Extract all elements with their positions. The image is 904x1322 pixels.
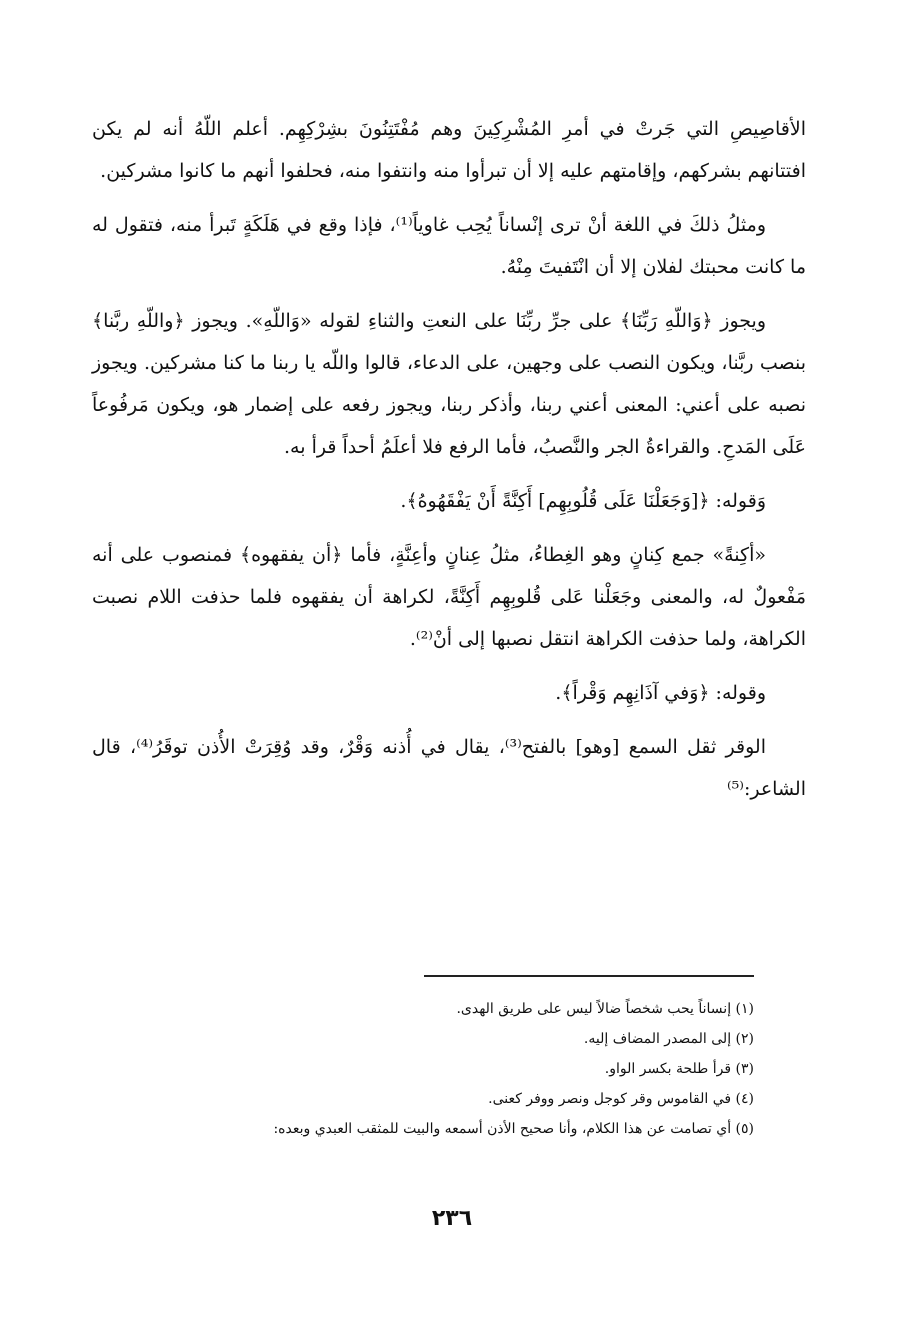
- footnote-3: (٣) قرأ طلحة بكسر الواو.: [604, 1061, 754, 1077]
- paragraph-6: وقوله: ﴿وَفي آذَانِهِم وَقْراً﴾.: [555, 682, 766, 704]
- paragraph-7: الوقر ثقل السمع [وهو] بالفتح⁽³⁾، يقال في أُذنه وَقْرٌ، وقد وُقِرَتْ الأُذن توقَرُ⁽⁴⁾، قال الشاعر:⁽⁵⁾: [92, 736, 806, 800]
- footnote-4: (٤) في القاموس وقر كوجل ونصر ووفر كعنى.: [488, 1091, 754, 1107]
- footnote-2: (٢) إلى المصدر المضاف إليه.: [583, 1031, 754, 1047]
- footnote-1: (١) إنساناً يحب شخصاً ضالاً ليس على طريق الهدى.: [456, 1001, 754, 1017]
- paragraph-1: الأقاصِيصِ التي جَرتْ في أمرِ المُشْرِكِينَ وهم مُفْتَتِنُونَ بشِرْكِهِم. أعلم اللّهُ أنه لم يكن افتتانهم بشركهم، وإقامتهم عليه إلا أن تبرأوا منه وانتفوا منه، فحلفوا أنهم ما كانوا مشركين.: [92, 118, 806, 182]
- paragraph-3: ويجوز ﴿وَاللّهِ رَبِّنَا﴾ على جرِّ ربِّنَا على النعتِ والثناءِ لقوله «وَاللّهِ». ويجوز ﴿واللّهِ ربَّنا﴾ بنصب ربَّنا، ويكون النصب على وجهين، على الدعاء، قالوا واللّه يا ربنا ما كنا مشركين. ويجوز نصبه على أعني: المعنى أعني ربنا، وأذكر ربنا، ويجوز رفعه على إضمار هو، ويكون مَرفُوعاً عَلَى المَدحِ. والقراءةُ الجر والنَّصبُ، فأما الرفع فلا أعلَمُ أحداً قرأ به.: [92, 310, 806, 458]
- footnotes: [92, 994, 754, 1144]
- footnote-divider: [424, 975, 754, 977]
- paragraph-5: «أكِنةً» جمع كِنانٍ وهو الغِطاءُ، مثلُ عِنانٍ وأعِنَّةٍ، فأما ﴿أن يفقهوه﴾ فمنصوب على أنه مَفْعولٌ له، والمعنى وجَعَلْنا عَلى قُلوبِهِم أَكِنَّةً، لكراهة أن يفقهوه فلما حذفت اللام نصبت الكراهة، ولما حذفت الكراهة انتقل نصبها إلى أنْ⁽²⁾.: [92, 544, 806, 650]
- main-text: [92, 108, 806, 822]
- page-number: ٢٣٦: [431, 1206, 473, 1231]
- paragraph-2: ومثلُ ذلكَ في اللغة أنْ ترى إنْساناً يُحِب غاوياً⁽¹⁾، فإذا وقع في هَلَكَةٍ تَبرأ منه، فتقول له ما كانت محبتك لفلان إلا أن انْتَفيتَ مِنْهُ.: [92, 214, 806, 278]
- paragraph-4: وَقوله: ﴿[وَجَعَلْنَا عَلَى قُلُوبِهِم] أَكِنَّةً أَنْ يَفْقَهُوهُ﴾.: [400, 490, 766, 512]
- footnote-5: (٥) أي تصامت عن هذا الكلام، وأنا صحيح الأذن أسمعه والبيت للمثقب العبدي وبعده:: [273, 1121, 754, 1137]
